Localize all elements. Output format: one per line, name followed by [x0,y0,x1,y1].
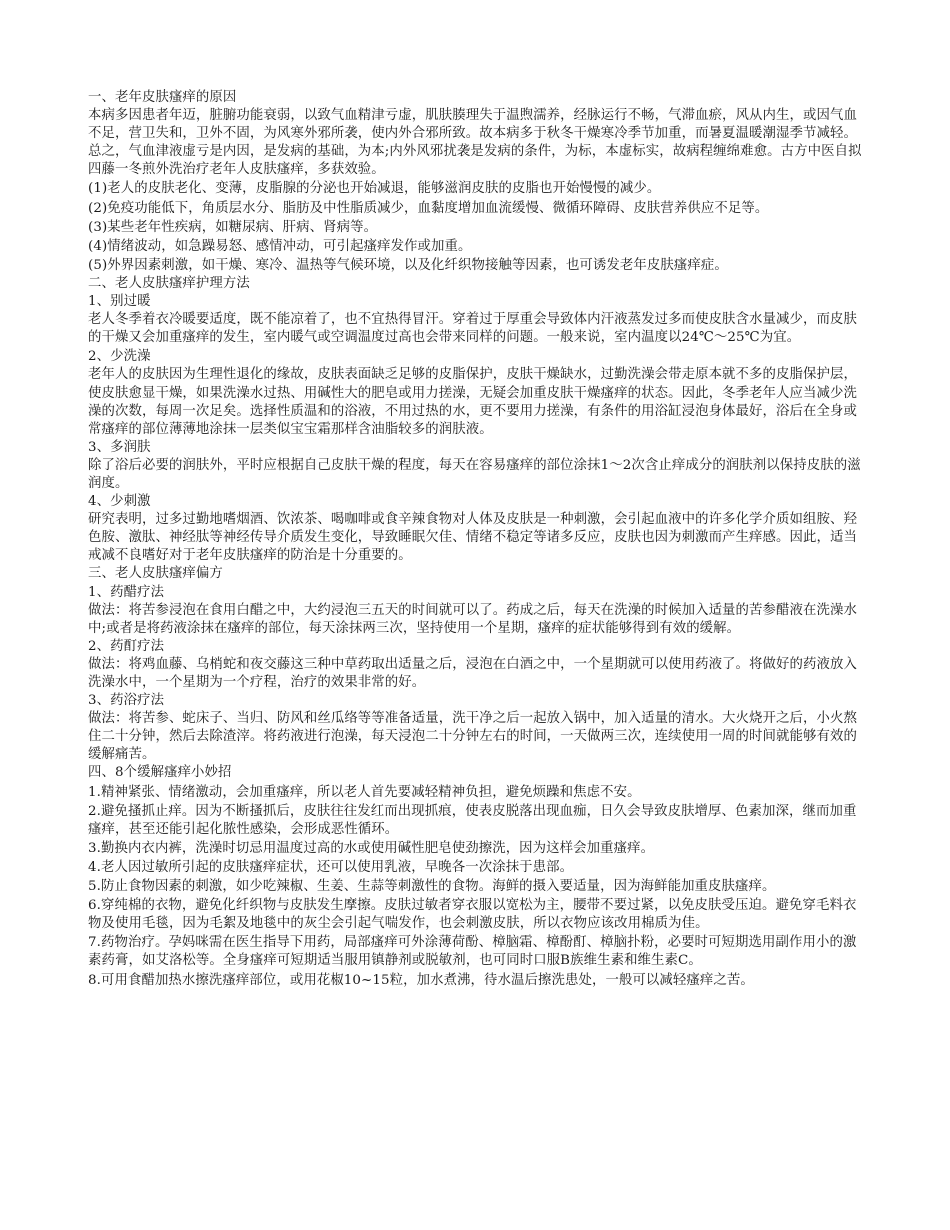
list-item-tip-5: 5.防止食物因素的刺激，如少吃辣椒、生姜、生蒜等刺激性的食物。海鲜的摄入要适量，因为海鲜能加重皮肤瘙痒。 [88,879,776,895]
subheading-remedy-2: 2、药酊疗法 [88,638,165,654]
paragraph-care-3: 除了浴后必要的润肤外，平时应根据自己皮肤干燥的程度，每天在容易瘙痒的部位涂抹1～2次含止痒成分的润肤剂以保持皮肤的滋润度。 [88,457,861,491]
list-item-cause-1: (1)老人的皮肤老化、变薄，皮脂腺的分泌也开始减退，能够滋润皮肤的皮脂也开始慢慢的减少。 [88,181,661,197]
paragraph-care-1: 老人冬季着衣冷暖要适度，既不能凉着了，也不宜热得冒汗。穿着过于厚重会导致体内汗液蒸发过多而使皮肤含水量减少，而皮肤的干燥又会加重瘙痒的发生，室内暖气或空调温度过高也会带来同样的问题。一般来说，室内温度以24℃～25℃为宜。 [88,312,857,346]
list-item-cause-2: (2)免疫功能低下，角质层水分、脂肪及中性脂质减少，血黏度增加血流缓慢、微循环障碍、皮肤营养供应不足等。 [88,200,769,216]
list-item-cause-5: (5)外界因素刺激，如干燥、寒冷、温热等气候环境，以及化纤织物接触等因素，也可诱发老年皮肤瘙痒症。 [88,257,728,273]
list-item-tip-4: 4.老人因过敏所引起的皮肤瘙痒症状，还可以使用乳液，早晚各一次涂抹于患部。 [88,859,574,875]
list-item-cause-3: (3)某些老年性疾病，如糖尿病、肝病、肾病等。 [88,219,378,235]
paragraph-care-4: 研究表明，过多过勤地嗜烟酒、饮浓茶、喝咖啡或食辛辣食物对人体及皮肤是一种刺激，会引起血液中的许多化学介质如组胺、羟色胺、激肽、神经肽等神经传导介质发生变化，导致睡眠欠佳、情绪不稳定等诸多反应，皮肤也因为刺激而产生痒感。因此，适当戒减不良嗜好对于老年皮肤瘙痒的防治是十分重要的。 [88,512,857,564]
document-body [88,89,868,990]
section-heading-causes: 一、老年皮肤瘙痒的原因 [88,90,237,105]
subheading-remedy-1: 1、药醋疗法 [88,584,165,600]
list-item-tip-3: 3.勤换内衣内裤，洗澡时切忌用温度过高的水或使用碱性肥皂使劲擦洗，因为这样会加重瘙痒。 [88,840,655,856]
list-item-tip-2: 2.避免搔抓止痒。因为不断搔抓后，皮肤往往发红而出现抓痕，使表皮脱落出现血痂，日久会导致皮肤增厚、色素加深，继而加重瘙痒，甚至还能引起化脓性感染，会形成恶性循环。 [88,803,857,837]
list-item-cause-4: (4)情绪波动，如急躁易怒、感情冲动，可引起瘙痒发作或加重。 [88,238,472,254]
paragraph-remedy-3: 做法：将苦参、蛇床子、当归、防风和丝瓜络等等准备适量，洗干净之后一起放入锅中，加入适量的清水。大火烧开之后，小火熬住二十分钟，然后去除渣滓。将药液进行泡澡，每天浸泡二十分钟左右的时间，一天做两三次，连续使用一周的时间就能够有效的缓解痛苦。 [88,711,857,763]
subheading-care-4: 4、少刺激 [88,494,151,510]
list-item-tip-1: 1.精神紧张、情绪激动，会加重瘙痒，所以老人首先要减轻精神负担，避免烦躁和焦虑不安。 [88,784,641,800]
list-item-tip-7: 7.药物治疗。孕妈咪需在医生指导下用药，局部瘙痒可外涂薄荷酚、樟脑霜、樟酚酊、樟脑扑粉，必要时可短期选用副作用小的激素药膏，如艾洛松等。全身瘙痒可短期适当服用镇静剂或脱敏剂，也可同时口服B族维生素和维生素C。 [88,935,857,969]
section-heading-tips: 四、8个缓解瘙痒小妙招 [88,765,232,781]
subheading-remedy-3: 3、药浴疗法 [88,693,165,709]
subheading-care-3: 3、多润肤 [88,439,151,455]
paragraph-remedy-1: 做法：将苦参浸泡在食用白醋之中，大约浸泡三五天的时间就可以了。药成之后，每天在洗澡的时候加入适量的苦参醋液在洗澡水中;或者是将药液涂抹在瘙痒的部位，每天涂抹两三次，坚持使用一个星期，瘙痒的症状能够得到有效的缓解。 [88,602,857,636]
paragraph-remedy-2: 做法：将鸡血藤、乌梢蛇和夜交藤这三种中草药取出适量之后，浸泡在白酒之中，一个星期就可以使用药液了。将做好的药液放入洗澡水中，一个星期为一个疗程，治疗的效果非常的好。 [88,656,857,690]
list-item-tip-6: 6.穿纯棉的衣物，避免化纤织物与皮肤发生摩擦。皮肤过敏者穿衣服以宽松为主，腰带不要过紧，以免皮肤受压迫。避免穿毛料衣物及使用毛毯，因为毛絮及地毯中的灰尘会引起气喘发作，也会刺激皮肤，所以衣物应该改用棉质为佳。 [88,898,857,932]
section-heading-care: 二、老人皮肤瘙痒护理方法 [88,275,250,291]
section-heading-remedies: 三、老人皮肤瘙痒偏方 [88,566,223,582]
paragraph-causes-intro: 本病多因患者年迈，脏腑功能衰弱，以致气血精津亏虚，肌肤腠理失于温煦濡养，经脉运行不畅，气滞血瘀，风从内生，或因气血不足，营卫失和，卫外不固，为风寒外邪所袭，使内外合邪所致。故本病多于秋冬干燥寒冷季节加重，而暑夏温暖潮湿季节减轻。总之，气血津液虚亏是内因，是发病的基础，为本;内外风邪扰袭是发病的条件，为标，本虚标实，故病程缠绵难愈。古方中医自拟四藤一冬煎外洗治疗老年人皮肤瘙痒，多获效验。 [88,108,862,178]
list-item-tip-8: 8.可用食醋加热水擦洗瘙痒部位，或用花椒10~15粒，加水煮沸，待水温后擦洗患处，一般可以减轻瘙痒之苦。 [88,972,754,988]
subheading-care-2: 2、少洗澡 [88,349,151,365]
subheading-care-1: 1、别过暖 [88,294,151,310]
paragraph-care-2: 老年人的皮肤因为生理性退化的缘故，皮肤表面缺乏足够的皮脂保护，皮肤干燥缺水，过勤洗澡会带走原本就不多的皮脂保护层，使皮肤愈显干燥，如果洗澡水过热、用碱性大的肥皂或用力搓澡，无疑会加重皮肤干燥瘙痒的状态。因此，冬季老年人应当减少洗澡的次数，每周一次足矣。选择性质温和的浴液，不用过热的水，更不要用力搓澡，有条件的用浴缸浸泡身体最好，浴后在全身或常瘙痒的部位薄薄地涂抹一层类似宝宝霜那样含油脂较多的润肤液。 [88,367,857,437]
